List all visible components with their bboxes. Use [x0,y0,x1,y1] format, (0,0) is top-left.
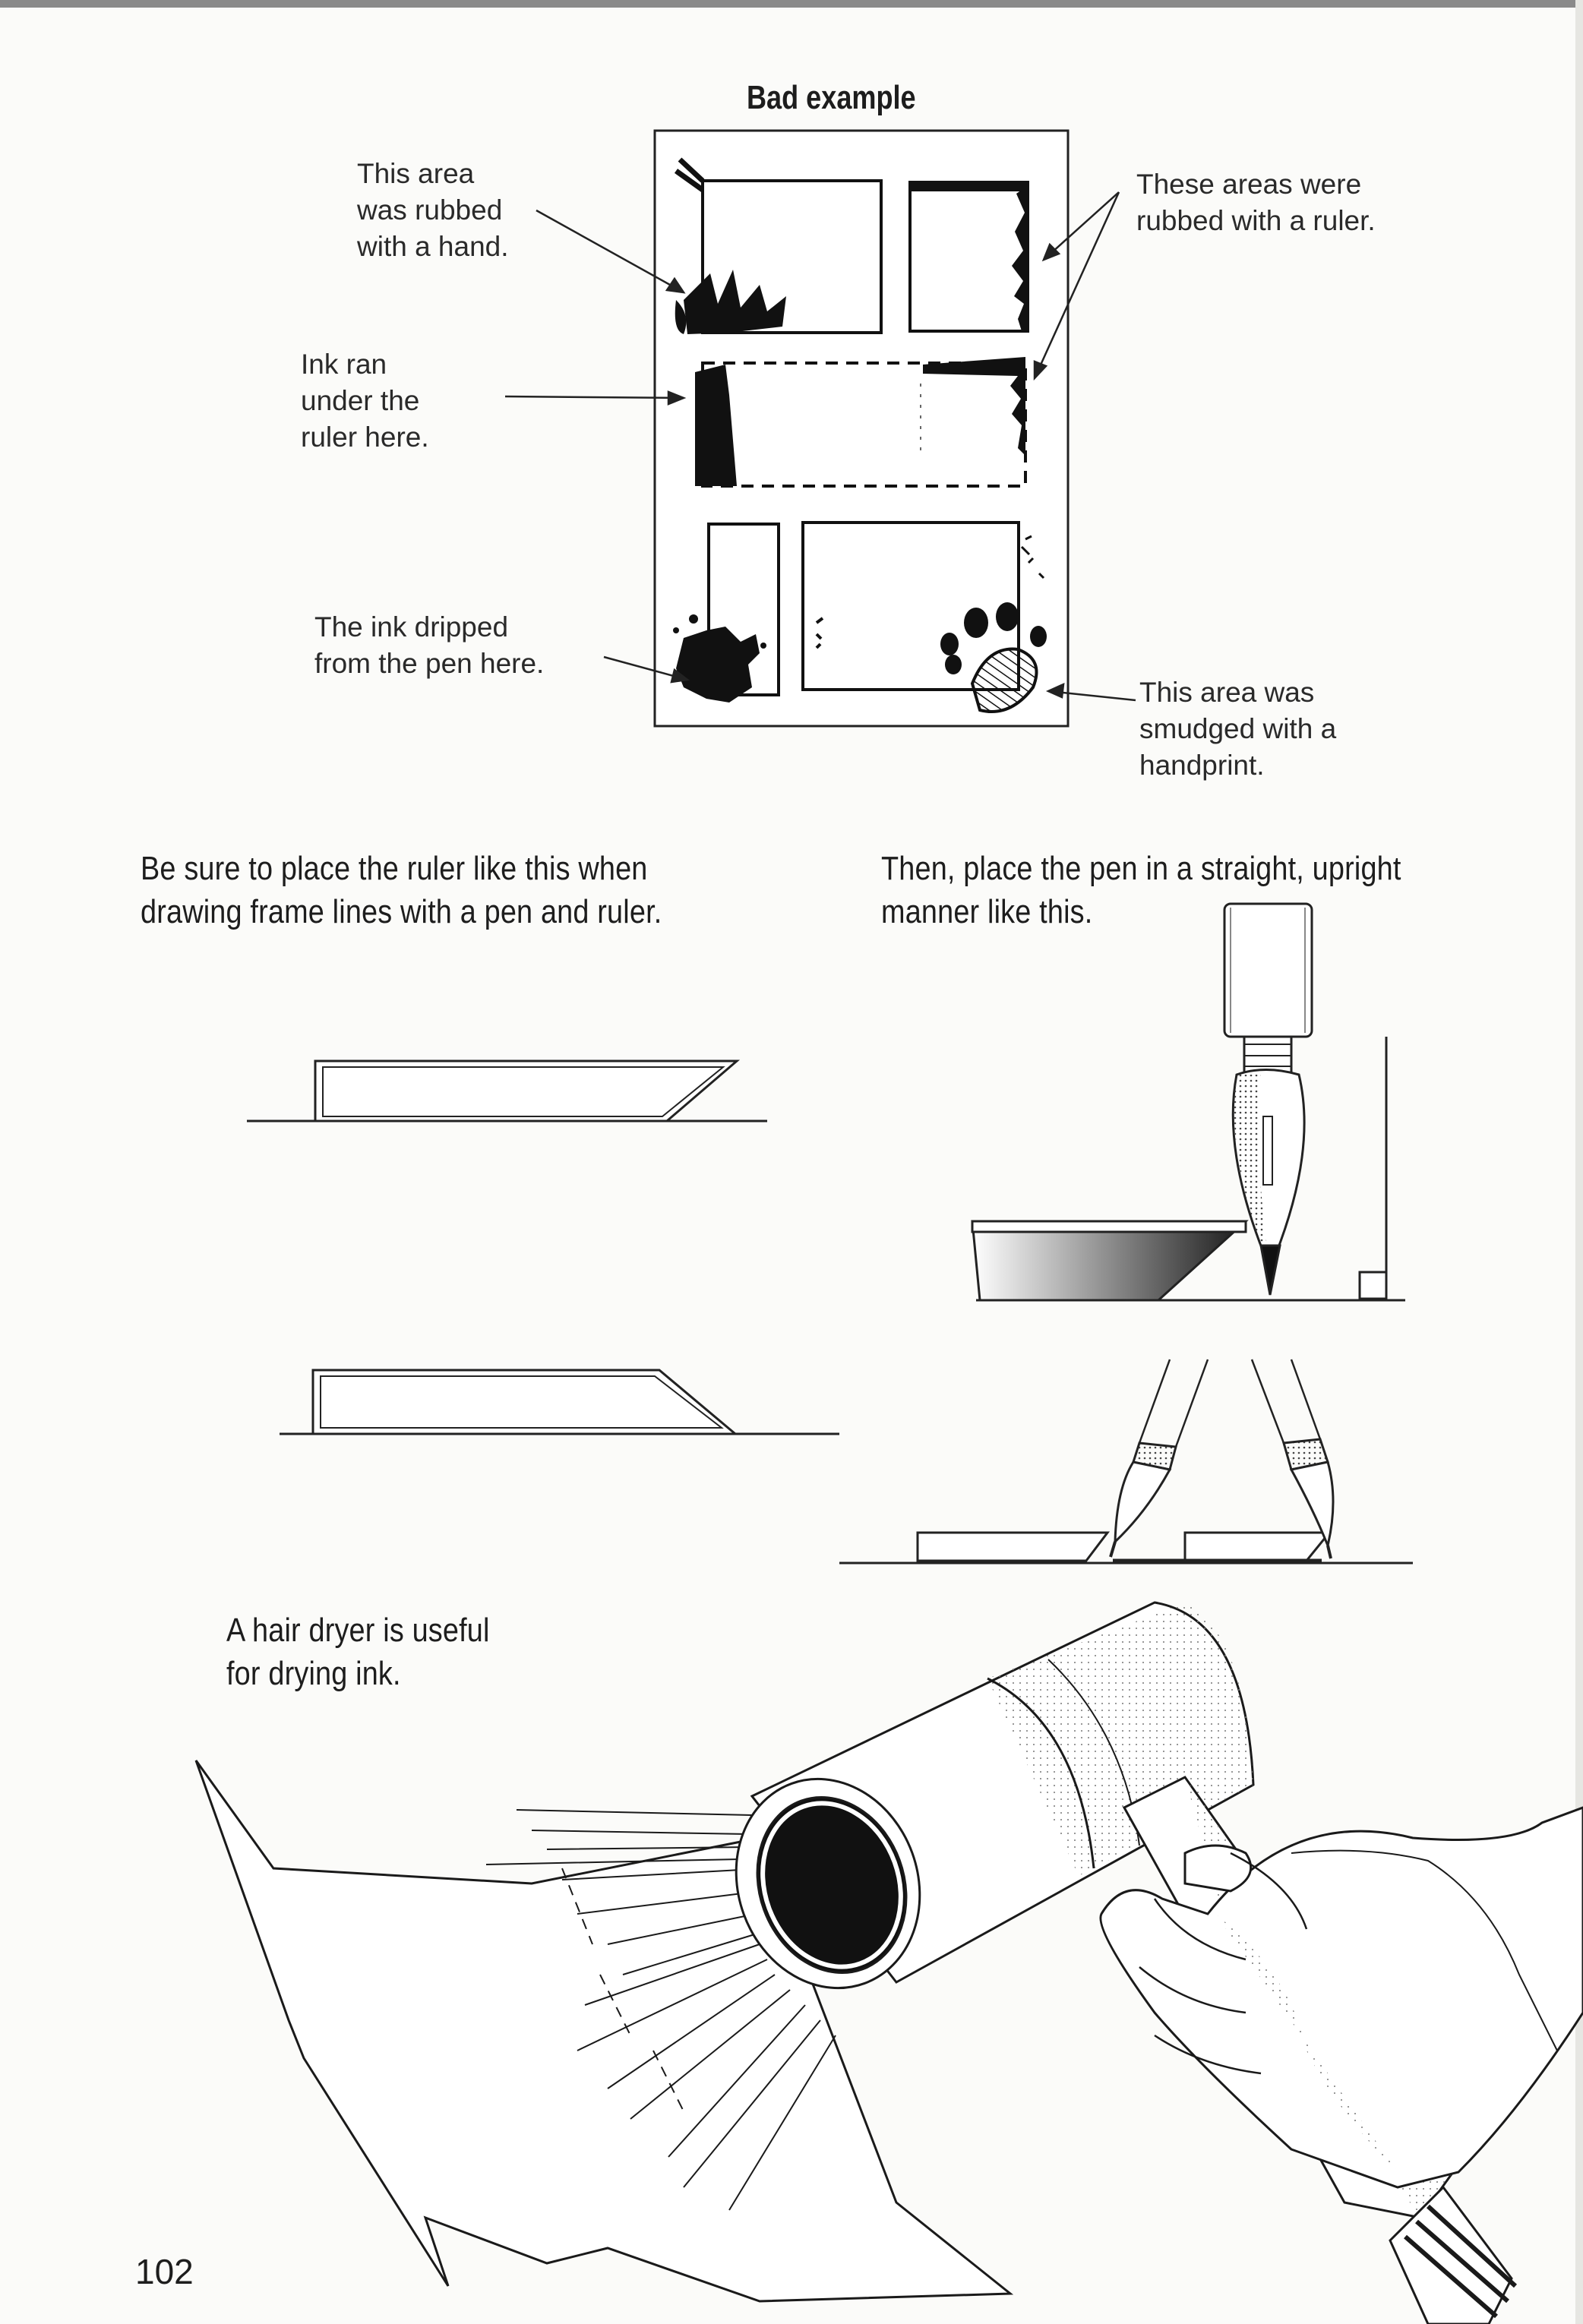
pen-caption: Then, place the pen in a straight, upright manner like this. [881,850,1401,931]
ruler-diagram-1 [247,1061,767,1121]
label-rubbed-with-hand: This area was rubbed with a hand. [357,158,509,263]
ruler-diagram-2 [280,1370,839,1434]
upright-pen-diagram [972,904,1405,1300]
page-number: 102 [135,2252,194,2291]
bad-example-title: Bad example [747,79,916,116]
label-ink-ran: Ink ran under the ruler here. [301,349,429,453]
label-handprint: This area was smudged with a handprint. [1139,677,1337,782]
hair-dryer-illustration [196,1602,1583,2324]
label-rubbed-with-ruler: These areas were rubbed with a ruler. [1136,169,1376,237]
ruler-caption: Be sure to place the ruler like this when drawing frame lines with a pen and ruler. [141,850,662,931]
tilted-pens-diagram [839,1359,1413,1563]
top-edge-shadow [0,0,1583,8]
bad-example-sheet [655,131,1068,726]
dryer-caption: A hair dryer is useful for drying ink. [226,1612,490,1693]
label-ink-dripped: The ink dripped from the pen here. [314,611,545,680]
